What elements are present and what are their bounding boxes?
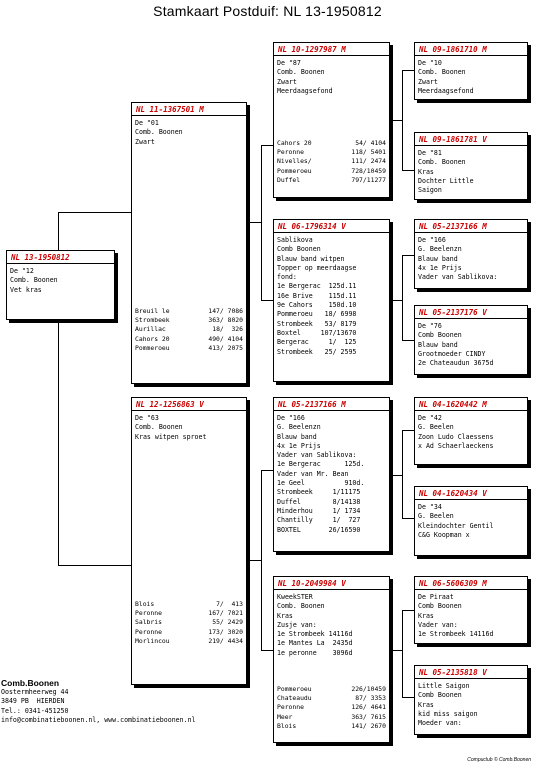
race-place: 7/ 413 bbox=[216, 600, 243, 608]
result-row bbox=[277, 694, 386, 703]
race-place: 18/ 326 bbox=[212, 325, 243, 334]
info-line: fond: bbox=[277, 273, 297, 282]
connector bbox=[261, 145, 273, 146]
race-name: Blois bbox=[277, 721, 297, 730]
info-line: 4x 1e Prijs bbox=[277, 441, 321, 450]
info-line: De "12 bbox=[10, 267, 34, 275]
race-place: 173/ 3020 bbox=[208, 627, 243, 636]
connector bbox=[402, 170, 414, 171]
connector bbox=[402, 518, 414, 519]
race-name: Pommeroeu bbox=[277, 166, 312, 175]
info-line: Topper op meerdaagse bbox=[277, 263, 357, 272]
result-row bbox=[135, 325, 243, 334]
ring-number: NL 04-1620442 M bbox=[415, 399, 527, 411]
info-line: 16e Brive 115d.11 bbox=[277, 291, 357, 300]
info-line: KweekSTER bbox=[277, 593, 313, 601]
subject-card[interactable] bbox=[6, 250, 115, 320]
info-line: 1e Strombeek 14116d bbox=[418, 630, 494, 639]
ring-number: NL 05-2137166 M bbox=[274, 399, 389, 411]
result-row bbox=[277, 176, 386, 185]
race-name: Morlincou bbox=[135, 636, 170, 645]
race-place: 111/ 2474 bbox=[351, 157, 386, 166]
race-place: 167/ 7021 bbox=[208, 609, 243, 618]
info-line: Vader van Sablikova: bbox=[277, 451, 357, 460]
connector bbox=[402, 340, 414, 341]
info-line: De "63 bbox=[135, 414, 159, 422]
info-line: x Ad Schaerlaeckens bbox=[418, 441, 494, 450]
connector bbox=[58, 212, 131, 213]
owner-address-line: Oostermheerweg 44 bbox=[1, 688, 69, 696]
ring-number: NL 09-1861710 M bbox=[415, 44, 527, 56]
connector bbox=[402, 255, 414, 256]
race-name: Peronne bbox=[277, 703, 304, 712]
info-line: C&G Koopman x bbox=[418, 530, 470, 539]
info-line: Comb. Boonen bbox=[135, 128, 183, 137]
race-name: Blois bbox=[135, 600, 155, 608]
race-place: 118/ 5401 bbox=[351, 148, 386, 157]
info-line: Vader van: bbox=[418, 620, 458, 629]
info-line: Kras bbox=[418, 167, 434, 176]
race-name: Chateaudu bbox=[277, 694, 312, 703]
info-line: Zwart bbox=[135, 137, 155, 146]
race-name: Cahors 20 bbox=[135, 334, 170, 343]
race-place: 728/10459 bbox=[351, 166, 386, 175]
info-line: Meerdaagsefond bbox=[418, 86, 474, 95]
info-line: 1e Geel 910d. bbox=[277, 479, 365, 488]
ggp-card-ffm[interactable] bbox=[414, 132, 528, 200]
ggp-card-mfm[interactable] bbox=[414, 486, 528, 556]
maternal-grandfather-card[interactable] bbox=[273, 397, 390, 552]
info-line: Kras bbox=[277, 611, 293, 620]
connector bbox=[402, 430, 403, 518]
info-line: Strombeek 1/11175 bbox=[277, 488, 361, 497]
result-row bbox=[277, 167, 386, 176]
ggp-card-fmf[interactable] bbox=[414, 219, 528, 289]
info-line: De Piraat bbox=[418, 593, 454, 601]
result-row bbox=[277, 139, 386, 148]
connector bbox=[58, 320, 59, 565]
info-line: Blauw band bbox=[418, 340, 458, 349]
info-line: BOXTEL 26/16590 bbox=[277, 525, 361, 534]
info-line: Comb. Boonen bbox=[277, 602, 325, 611]
ring-number: NL 10-1297987 M bbox=[274, 44, 389, 56]
info-line: 1e Bergerac 125d.11 bbox=[277, 282, 357, 291]
race-name: Nivelles/ bbox=[277, 157, 312, 166]
info-line: Comb Boonen bbox=[277, 245, 321, 254]
info-line: 1e peronne 3096d bbox=[277, 648, 353, 657]
connector bbox=[390, 650, 402, 651]
info-line: Pommeroeu 18/ 6998 bbox=[277, 310, 357, 319]
info-line: Bergerac 1/ 125 bbox=[277, 338, 357, 347]
info-line: 4x 1e Prijs bbox=[418, 263, 462, 272]
owner-contact-link[interactable]: info@combinatieboonen.nl, www.combinatieboonen.nl bbox=[1, 715, 196, 724]
owner-phone: Tel.: 0341-451250 bbox=[1, 706, 69, 715]
info-line: Vader van Sablikova: bbox=[418, 273, 498, 282]
results-list bbox=[135, 600, 243, 646]
info-line: Comb. Boonen bbox=[135, 423, 183, 432]
info-line: Blauw band bbox=[418, 254, 458, 263]
results-list bbox=[277, 139, 386, 185]
connector bbox=[402, 70, 414, 71]
result-row bbox=[135, 307, 243, 316]
info-line: Comb Boonen bbox=[418, 602, 462, 611]
info-line: 1e Strombeek 14116d bbox=[277, 630, 353, 639]
paternal-grandmother-card[interactable] bbox=[273, 219, 390, 382]
info-line: Comb. Boonen bbox=[418, 68, 466, 77]
ring-number: NL 04-1620434 V bbox=[415, 488, 527, 500]
owner-address-line: 3849 PB HIERDEN bbox=[1, 697, 65, 706]
info-line: G. Beelen bbox=[418, 512, 454, 521]
info-line: Kras bbox=[418, 611, 434, 620]
ring-number: NL 05-2135818 V bbox=[415, 667, 527, 679]
race-place: 219/ 4434 bbox=[208, 636, 243, 645]
info-line: Grootmoeder CINDY bbox=[418, 349, 486, 358]
info-line: Dochter Little bbox=[418, 176, 474, 185]
mother-card[interactable] bbox=[131, 397, 247, 685]
race-place: 126/ 4641 bbox=[351, 703, 386, 712]
race-place: 54/ 4104 bbox=[355, 139, 386, 147]
info-line: G. Beelen bbox=[418, 423, 454, 432]
info-line: Vader van Mr. Bean bbox=[277, 469, 349, 478]
info-line: Chantilly 1/ 727 bbox=[277, 516, 361, 525]
result-row bbox=[277, 157, 386, 166]
race-place: 797/11277 bbox=[351, 175, 386, 184]
info-line: De "34 bbox=[418, 503, 442, 511]
father-card[interactable] bbox=[131, 102, 247, 384]
footer-credit: Compuclub © Comb.Boonen bbox=[467, 757, 531, 763]
info-line: G. Beelenzn bbox=[418, 245, 462, 254]
info-line: Kras witpen sproet bbox=[135, 432, 207, 441]
race-name: Duffel bbox=[277, 175, 301, 184]
race-name: Aurillac bbox=[135, 325, 166, 334]
info-line: Boxtel 107/13670 bbox=[277, 328, 357, 337]
info-line: Kleindochter Gentil bbox=[418, 521, 494, 530]
info-line: Comb Boonen bbox=[418, 331, 462, 340]
page-title: Stamkaart Postduif: NL 13-1950812 bbox=[153, 3, 382, 19]
connector bbox=[390, 300, 402, 301]
info-line: Strombeek 25/ 2595 bbox=[277, 347, 357, 356]
info-line: Comb. Boonen bbox=[418, 158, 466, 167]
result-row bbox=[277, 685, 386, 694]
result-row bbox=[135, 609, 243, 618]
info-line: Minderhou 1/ 1734 bbox=[277, 506, 361, 515]
ring-number: NL 12-1256863 V bbox=[132, 399, 246, 411]
info-line: De "42 bbox=[418, 414, 442, 422]
info-line: Comb. Boonen bbox=[277, 68, 325, 77]
maternal-grandmother-card[interactable] bbox=[273, 576, 390, 743]
connector bbox=[261, 145, 262, 300]
connector bbox=[261, 300, 273, 301]
race-place: 55/ 2429 bbox=[212, 618, 243, 627]
info-line: De "81 bbox=[418, 149, 442, 157]
race-name: Meer bbox=[277, 712, 293, 721]
connector bbox=[402, 697, 414, 698]
race-place: 141/ 2670 bbox=[351, 721, 386, 730]
info-line: Meerdaagsefond bbox=[277, 86, 333, 95]
ring-number: NL 06-1796314 V bbox=[274, 221, 389, 233]
result-row bbox=[135, 637, 243, 646]
race-name: Peronne bbox=[277, 148, 304, 157]
info-line: Sablikova bbox=[277, 236, 313, 244]
result-row bbox=[135, 344, 243, 353]
connector bbox=[402, 610, 403, 697]
info-line: Zusje van: bbox=[277, 620, 317, 629]
info-line: 2e Chateaudun 3675d bbox=[418, 359, 494, 368]
connector bbox=[58, 565, 131, 566]
race-name: Peronne bbox=[135, 609, 162, 618]
connector bbox=[402, 255, 403, 340]
race-place: 363/ 7615 bbox=[351, 712, 386, 721]
results-list bbox=[277, 685, 386, 731]
info-line: Zoon Ludo Claessens bbox=[418, 432, 494, 441]
info-line: De "76 bbox=[418, 322, 442, 330]
race-name: Breuil le bbox=[135, 307, 170, 315]
info-line: 1e Mantes La 2435d bbox=[277, 639, 353, 648]
race-place: 147/ 7086 bbox=[208, 307, 243, 315]
connector bbox=[58, 212, 59, 252]
race-name: Salbris bbox=[135, 618, 162, 627]
info-line: 9e Cahors 150d.10 bbox=[277, 301, 357, 310]
ring-number: NL 10-2049984 V bbox=[274, 578, 389, 590]
result-row bbox=[135, 628, 243, 637]
connector bbox=[402, 70, 403, 170]
ggp-card-fff[interactable] bbox=[414, 42, 528, 100]
ggp-card-fmm[interactable] bbox=[414, 305, 528, 375]
info-line: Zwart bbox=[418, 77, 438, 86]
ggp-card-mff[interactable] bbox=[414, 397, 528, 465]
connector bbox=[402, 610, 414, 611]
result-row bbox=[135, 600, 243, 609]
info-line: Blauw band bbox=[277, 432, 317, 441]
connector bbox=[261, 470, 262, 650]
connector bbox=[247, 222, 261, 223]
info-line: Kras bbox=[418, 700, 434, 709]
connector bbox=[247, 560, 261, 561]
info-line: De "87 bbox=[277, 59, 301, 67]
connector bbox=[390, 475, 402, 476]
race-place: 226/10459 bbox=[351, 685, 386, 693]
owner-name: Comb.Boonen bbox=[1, 678, 60, 688]
info-line: De "01 bbox=[135, 119, 159, 127]
race-name: Cahors 20 bbox=[277, 139, 312, 147]
ring-number: NL 11-1367501 M bbox=[132, 104, 246, 116]
result-row bbox=[135, 316, 243, 325]
ring-number: NL 05-2137166 M bbox=[415, 221, 527, 233]
result-row bbox=[277, 148, 386, 157]
race-name: Pommeroeu bbox=[135, 343, 170, 352]
paternal-grandfather-card[interactable] bbox=[273, 42, 390, 198]
connector bbox=[390, 120, 402, 121]
ring-number: NL 06-5606309 M bbox=[415, 578, 527, 590]
info-line: De "166 bbox=[418, 236, 446, 244]
result-row bbox=[277, 722, 386, 731]
result-row bbox=[277, 703, 386, 712]
info-line: De "166 bbox=[277, 414, 305, 422]
info-line: Comb. Boonen bbox=[10, 276, 58, 285]
race-name: Pommeroeu bbox=[277, 685, 312, 693]
ring-number: NL 13-1950812 bbox=[7, 252, 114, 264]
results-list bbox=[135, 307, 243, 353]
info-line: G. Beelenzn bbox=[277, 423, 321, 432]
info-line: De "10 bbox=[418, 59, 442, 67]
race-place: 413/ 2075 bbox=[208, 343, 243, 352]
info-line: 1e Bergerac 125d. bbox=[277, 460, 365, 469]
connector bbox=[261, 650, 273, 651]
race-name: Peronne bbox=[135, 627, 162, 636]
race-place: 363/ 8020 bbox=[208, 316, 243, 325]
info-line: Moeder van: bbox=[418, 719, 462, 728]
race-name: Strombeek bbox=[135, 316, 170, 325]
result-row bbox=[135, 618, 243, 627]
info-line: Little Saigon bbox=[418, 682, 470, 690]
race-place: 490/ 4104 bbox=[208, 334, 243, 343]
owner-info bbox=[1, 678, 196, 725]
ggp-card-mmm[interactable] bbox=[414, 665, 528, 735]
result-row bbox=[277, 713, 386, 722]
ring-number: NL 05-2137176 V bbox=[415, 307, 527, 319]
info-line: Saigon bbox=[418, 186, 442, 195]
ring-number: NL 09-1861781 V bbox=[415, 134, 527, 146]
connector bbox=[261, 470, 273, 471]
info-line: Zwart bbox=[277, 77, 297, 86]
info-line: Blauw band witpen bbox=[277, 254, 345, 263]
info-line: Duffel 8/14138 bbox=[277, 497, 361, 506]
info-line: Comb Boonen bbox=[418, 691, 462, 700]
info-line: Vet kras bbox=[10, 285, 42, 294]
race-place: 87/ 3353 bbox=[355, 694, 386, 703]
info-line: Strombeek 53/ 8179 bbox=[277, 319, 357, 328]
result-row bbox=[135, 335, 243, 344]
ggp-card-mmf[interactable] bbox=[414, 576, 528, 644]
info-line: kid miss saigon bbox=[418, 709, 478, 718]
connector bbox=[402, 430, 414, 431]
